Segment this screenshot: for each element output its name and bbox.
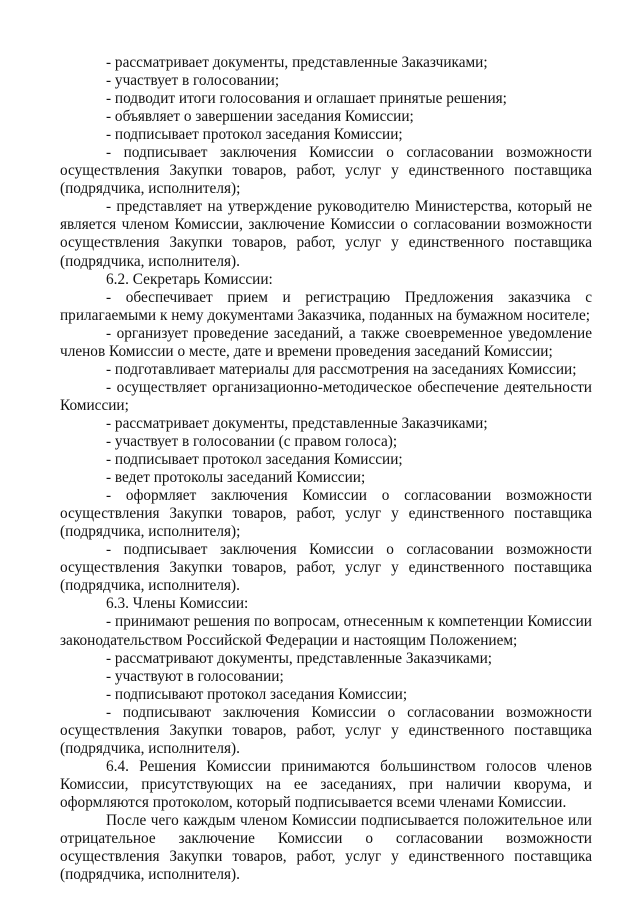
paragraph-secretary-drafts-conclusions: - оформляет заключения Комиссии о согласовании возможности осуществления Закупки товаров, работ, услуг у единственного поставщика (подрядчика, исполнителя); [60, 487, 592, 541]
paragraph-members-review-documents: - рассматривают документы, представленные Заказчиками; [106, 649, 493, 667]
paragraph-secretary-registers-proposals: - обеспечивает прием и регистрацию Предложения заказчика с прилагаемыми к нему документами Заказчика, поданных на бумажном носителе; [60, 288, 592, 324]
paragraph-members-sign-protocol: - подписывают протокол заседания Комиссии; [106, 685, 408, 703]
paragraph-secretary-votes: - участвует в голосовании (с правом голоса); [106, 432, 398, 450]
paragraph-secretary-prepares-materials: - подготавливает материалы для рассмотрения на заседаниях Комиссии; [106, 360, 577, 378]
paragraph-secretary-organizes-meetings: - организует проведение заседаний, а также своевременное уведомление членов Комиссии о месте, дате и времени проведения заседаний Комиссии; [60, 324, 592, 360]
paragraph-secretary-signs-conclusions: - подписывает заключения Комиссии о согласовании возможности осуществления Закупки товаров, работ, услуг у единственного поставщика (подрядчика, исполнителя). [60, 541, 592, 595]
paragraph-chair-sums-votes: - подводит итоги голосования и оглашает принятые решения; [106, 90, 507, 108]
paragraph-conclusion-signing: После чего каждым членом Комиссии подписывается положительное или отрицательное заключение Комиссии о согласовании возможности осуществления Закупки товаров, работ, услуг у единственного поставщика (подрядчика, исполнителя). [60, 811, 592, 884]
paragraph-chair-signs-protocol: - подписывает протокол заседания Комиссии; [106, 126, 403, 144]
paragraph-6-4-decisions: 6.4. Решения Комиссии принимаются большинством голосов членов Комиссии, присутствующих на ее заседаниях, при наличии кворума, и оформляются протоколом, который подписывается всеми членами Комиссии. [60, 757, 592, 811]
paragraph-secretary-methodical-support: - осуществляет организационно-методическое обеспечение деятельности Комиссии; [60, 378, 592, 414]
paragraph-chair-signs-conclusions: - подписывает заключения Комиссии о согласовании возможности осуществления Закупки товаров, работ, услуг у единственного поставщика (подрядчика, исполнителя); [60, 144, 592, 198]
paragraph-chair-reviews-documents: - рассматривает документы, представленные Заказчиками; [106, 54, 488, 71]
paragraph-members-sign-conclusions: - подписывают заключения Комиссии о согласовании возможности осуществления Закупки товаров, работ, услуг у единственного поставщика (подрядчика, исполнителя). [60, 703, 592, 757]
paragraph-chair-votes: - участвует в голосовании; [106, 72, 280, 90]
paragraph-secretary-signs-protocol: - подписывает протокол заседания Комиссии; [106, 451, 403, 469]
paragraph-chair-submits-conclusion: - представляет на утверждение руководителю Министерства, который не является членом Комиссии, заключение Комиссии о согласовании возможности осуществления Закупки товаров, работ, услуг у единственного поставщика (подрядчика, исполнителя). [60, 198, 592, 270]
paragraph-secretary-keeps-protocols: - ведет протоколы заседаний Комиссии; [106, 469, 366, 487]
document-page [60, 54, 592, 884]
section-heading-6-3: 6.3. Члены Комиссии: [106, 595, 249, 613]
paragraph-chair-closes-meeting: - объявляет о завершении заседания Комиссии; [106, 108, 414, 126]
section-heading-6-2: 6.2. Секретарь Комиссии: [106, 270, 273, 288]
paragraph-secretary-reviews-documents: - рассматривает документы, представленные Заказчиками; [106, 414, 488, 432]
paragraph-members-vote: - участвуют в голосовании; [106, 667, 284, 685]
paragraph-members-decide: - принимают решения по вопросам, отнесенным к компетенции Комиссии законодательством Российской Федерации и настоящим Положением; [60, 613, 592, 649]
